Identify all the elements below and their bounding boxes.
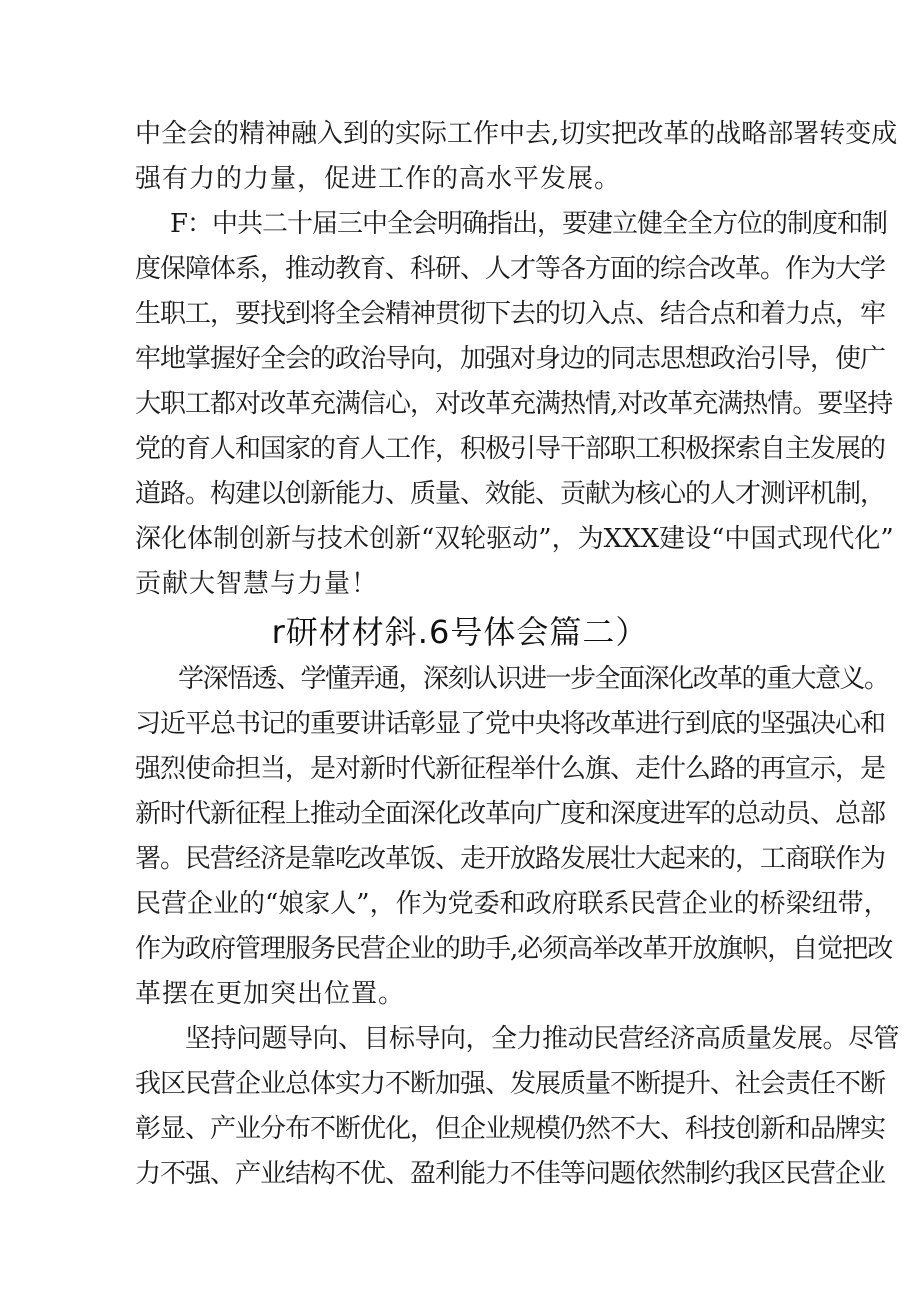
text-line: 生职工，要找到将全会精神贯彻下去的切入点、结合点和着力点，牢 <box>135 299 886 329</box>
text-line: 习近平总书记的重要讲话彰显了党中央将改革进行到底的坚强决心和 <box>135 709 886 739</box>
text-line: 强烈使命担当，是对新时代新征程举什么旗、走什么路的再宣示，是 <box>135 754 886 784</box>
text-line: 力不强、产业结构不优、盈利能力不佳等问题依然制约我区民营企业 <box>135 1159 886 1189</box>
text-line: 党的育人和国家的育人工作，积极引导干部职工积极探索自主发展的 <box>135 434 886 464</box>
text-line: 革摆在更加突出位置。 <box>135 979 406 1009</box>
text-line: 我区民营企业总体实力不断加强、发展质量不断提升、社会责任不断 <box>135 1069 886 1099</box>
text-line: 彰显、产业分布不断优化，但企业规模仍然不大、科技创新和品牌实 <box>135 1114 886 1144</box>
text-line: 中全会的精神融入到的实际工作中去,切实把改革的战略部署转变成 <box>135 119 898 149</box>
section-title: r研材材斜.6号体会篇二） <box>271 613 649 651</box>
text-line: 大职工都对改革充满信心，对改革充满热情,对改革充满热情。要坚持 <box>135 389 893 419</box>
text-line: F：中共二十届三中全会明确指出，要建立健全全方位的制度和制 <box>170 209 888 239</box>
text-line: 深化体制创新与技术创新“双轮驱动”，为XXX建设“中国式现代化” <box>135 524 894 554</box>
text-line: 道路。构建以创新能力、质量、效能、贡献为核心的人才测评机制， <box>135 479 886 509</box>
text-line: 贡献大智慧与力量！ <box>135 569 379 599</box>
text-line: 新时代新征程上推动全面深化改革向广度和深度进军的总动员、总部 <box>135 799 886 829</box>
text-line: 强有力的力量，促进工作的高水平发展。 <box>135 164 622 194</box>
text-line: 坚持问题导向、目标导向，全力推动民营经济高质量发展。尽管 <box>185 1024 900 1054</box>
text-line: 署。民营经济是靠吃改革饭、走开放路发展壮大起来的，工商联作为 <box>135 844 886 874</box>
text-line: 度保障体系，推动教育、科研、人才等各方面的综合改革。作为大学 <box>135 254 886 284</box>
text-line: 民营企业的“娘家人”，作为党委和政府联系民营企业的桥梁纽带， <box>135 889 890 919</box>
text-line: 作为政府管理服务民营企业的助手,必须高举改革开放旗帜，自觉把改 <box>135 934 893 964</box>
text-line: 牢地掌握好全会的政治导向，加强对身边的同志思想政治引导，使广 <box>135 344 886 374</box>
text-line: 学深悟透、学懂弄通，深刻认识进一步全面深化改革的重大意义。 <box>178 664 889 694</box>
